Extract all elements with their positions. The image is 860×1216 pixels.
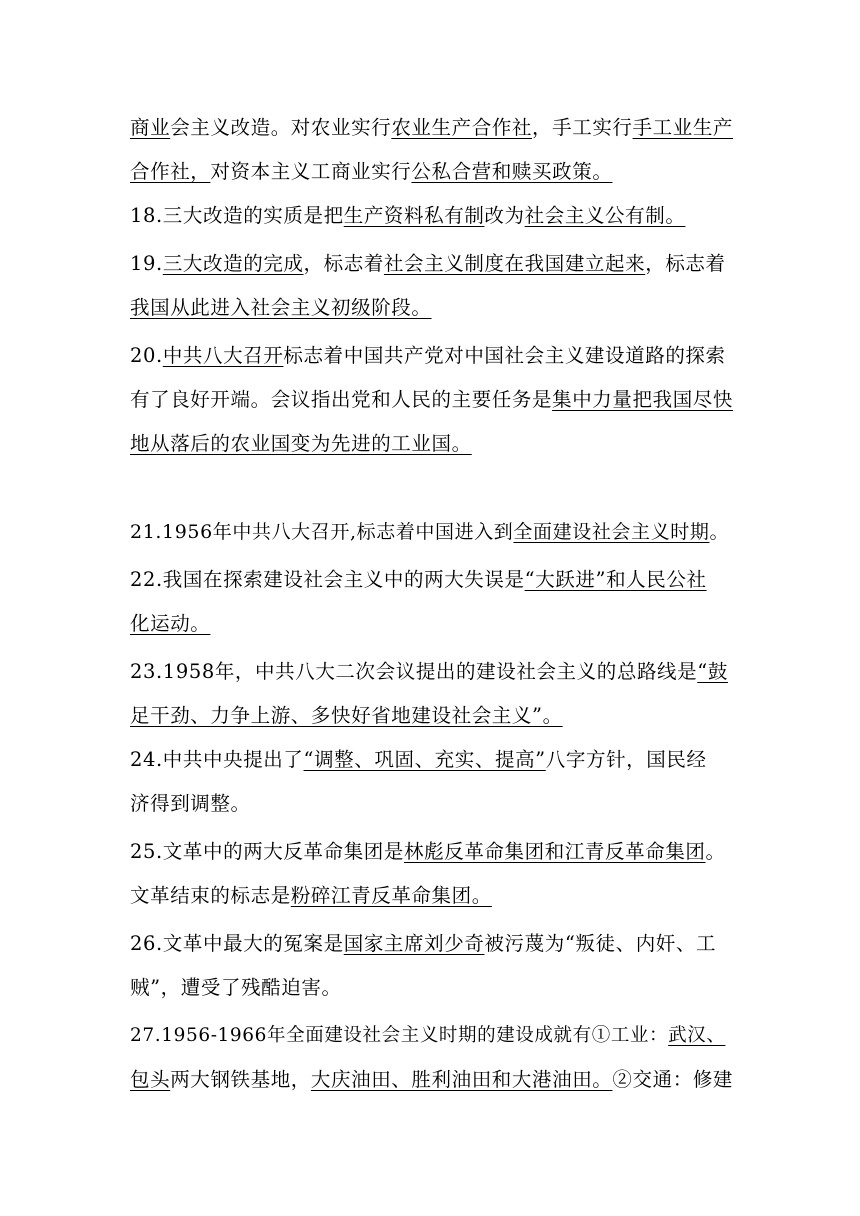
item-24: 24.中共中央提出了“调整、巩固、充实、提高”八字方针，国民经 xyxy=(130,748,707,771)
text-line: 足干劲、力争上游、多快好省地建设社会主义”。 xyxy=(130,704,563,727)
text-line: 我国从此进入社会主义初级阶段。 xyxy=(130,296,432,319)
text-line: 济得到调整。 xyxy=(130,792,251,815)
item-23: 23.1958年，中共八大二次会议提出的建设社会主义的总路线是“鼓 xyxy=(130,660,728,683)
text-line: 地从落后的农业国变为先进的工业国。 xyxy=(130,432,472,455)
item-21: 21.1956年中共八大召开,标志着中国进入到全面建设社会主义时期。 xyxy=(130,521,730,543)
item-27: 27.1956-1966年全面建设社会主义时期的建设成就有①工业：武汉、 xyxy=(130,1025,726,1046)
text-line: 合作社，对资本主义工商业实行公私合营和赎买政策。 xyxy=(130,160,613,183)
item-20: 20.中共八大召开标志着中国共产党对中国社会主义建设道路的探索 xyxy=(130,344,726,367)
item-18: 18.三大改造的实质是把生产资料私有制改为社会主义公有制。 xyxy=(130,204,686,227)
item-25: 25.文革中的两大反革命集团是林彪反革命集团和江青反革命集团。 xyxy=(130,840,726,863)
text-line: 化运动。 xyxy=(130,612,211,635)
text-line: 包头两大钢铁基地，大庆油田、胜利油田和大港油田。②交通：修建 xyxy=(130,1068,734,1091)
text-line: 商业会主义改造。对农业实行农业生产合作社，手工实行手工业生产 xyxy=(130,116,734,139)
item-26: 26.文革中最大的冤案是国家主席刘少奇被污蔑为“叛徒、内奸、工 xyxy=(130,932,717,955)
text-line: 文革结束的标志是粉碎江青反革命集团。 xyxy=(130,884,492,907)
text-line: 有了良好开端。会议指出党和人民的主要任务是集中力量把我国尽快 xyxy=(130,388,734,411)
text-line: 贼”，遭受了残酷迫害。 xyxy=(130,976,342,999)
item-19: 19.三大改造的完成，标志着社会主义制度在我国建立起来，标志着 xyxy=(130,252,726,275)
item-22: 22.我国在探索建设社会主义中的两大失误是“大跃进”和人民公社 xyxy=(130,568,707,591)
